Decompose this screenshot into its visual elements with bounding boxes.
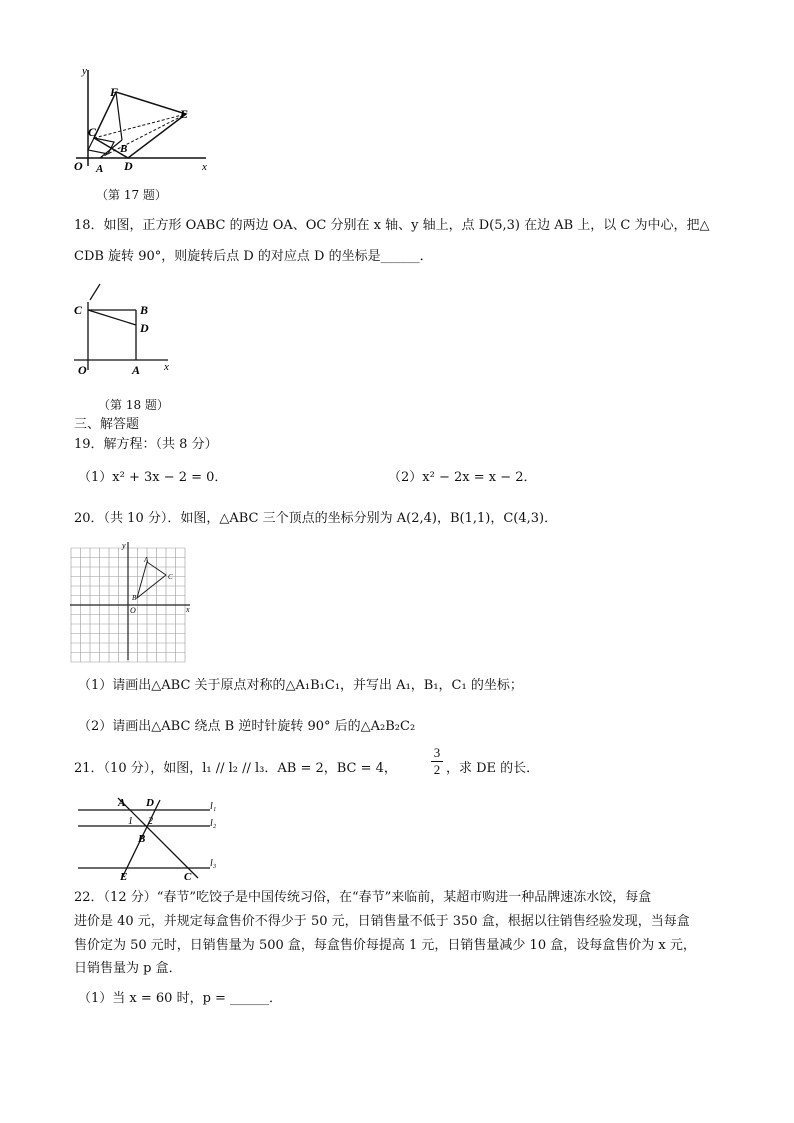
- fig20-label-b: B: [132, 594, 137, 602]
- fig21-label-c: C: [184, 871, 192, 882]
- figure-20-grid: [68, 540, 196, 664]
- q20-part1: （1）请画出△ABC 关于原点对称的△A₁B₁C₁，并写出 A₁，B₁，C₁ 的坐标；: [78, 678, 523, 693]
- fig21-label-b: B: [138, 833, 146, 845]
- fig21-label-l2: l₂: [210, 818, 217, 829]
- fig17-label-b: B: [120, 143, 128, 155]
- q22-line3: 售价定为 50 元时，日销售量为 500 盒，每盒售价每提高 1 元，日销售量减少 10 盒，设每盒售价为 x 元，: [74, 938, 696, 953]
- fig20-label-o: O: [130, 606, 136, 615]
- q21-frac-denominator: 2: [433, 762, 441, 777]
- fig21-label-l1: l₁: [210, 801, 217, 812]
- q19-part2: （2）x² − 2x = x − 2．: [388, 470, 537, 485]
- fig18-label-o: O: [78, 363, 87, 377]
- fig21-label-1: 1: [128, 816, 133, 827]
- q22-line4: 日销售量为 p 盒．: [74, 961, 182, 976]
- fig21-label-d: D: [146, 797, 154, 809]
- fig17-dashed-ce: [94, 114, 186, 138]
- fig17-label-x: x: [202, 161, 207, 173]
- fig18-caption: （第 18 题）: [98, 398, 169, 412]
- q19-title: 19．解方程：（共 8 分）: [74, 437, 218, 452]
- fig17-label-y: y: [82, 65, 87, 77]
- fig21-label-l3: l₃: [210, 858, 217, 869]
- fig17-caption: （第 17 题）: [96, 188, 167, 202]
- section-heading: 三、解答题: [74, 417, 140, 432]
- fig17-square-oabc: [88, 138, 114, 154]
- fig18-label-b: B: [140, 303, 149, 317]
- fig20-triangle-abc: [137, 562, 166, 598]
- fig20-label-a: A: [144, 556, 149, 564]
- q21-tail: ，求 DE 的长．: [446, 761, 540, 776]
- fig21-label-e: E: [120, 871, 128, 882]
- fig18-label-x: x: [164, 361, 169, 373]
- fig21-label-2: 2: [148, 816, 153, 827]
- q18-line2: CDB 旋转 90°，则旋转后点 D 的对应点 D 的坐标是______．: [74, 249, 433, 264]
- fig20-label-c: C: [168, 573, 173, 581]
- fig17-label-e: E: [180, 107, 189, 121]
- figure-21: [72, 796, 222, 882]
- fig18-label-c: C: [74, 303, 83, 317]
- fig18-label-d: D: [140, 321, 149, 335]
- fig20-label-x: x: [186, 605, 190, 614]
- q19-part1: （1）x² + 3x − 2 = 0．: [78, 470, 228, 485]
- fig21-label-a: A: [118, 797, 126, 809]
- fig17-dashed-ae: [100, 114, 186, 158]
- q21-frac-numerator: 3: [433, 745, 441, 760]
- q22-line1: 22．（12 分）“春节”吃饺子是中国传统习俗，在“春节”来临前，某超市购进一种品牌速冻水饺，每盒: [74, 890, 652, 905]
- fig17-label-o: O: [74, 159, 83, 173]
- fig17-label-a: A: [96, 163, 104, 175]
- figure-18: [70, 280, 180, 380]
- q20-title: 20．（共 10 分）．如图，△ABC 三个顶点的坐标分别为 A(2,4)，B(1,1)，C(4,3)．: [74, 511, 558, 526]
- q21-text: 21．（10 分），如图，l₁ // l₂ // l₃．AB = 2，BC = 4，: [74, 761, 397, 776]
- fig18-line-cd: [88, 310, 136, 325]
- q22-line2: 进价是 40 元，并规定每盒售价不得少于 50 元，日销售量不低于 350 盒，根据以往销售经验发现，当每盒: [74, 914, 690, 929]
- fig17-label-d: D: [124, 159, 133, 173]
- fig17-line-fb: [116, 92, 122, 140]
- fig18-label-a: A: [132, 363, 141, 377]
- fig20-label-y: y: [122, 541, 126, 550]
- q20-part2: （2）请画出△ABC 绕点 B 逆时针旋转 90° 后的△A₂B₂C₂: [78, 719, 416, 734]
- q22-part1: （1）当 x = 60 时，p = ______．: [78, 991, 283, 1006]
- figure-17: [68, 62, 218, 180]
- fig18-short-line: [90, 284, 100, 300]
- fig17-square-cdef: [94, 92, 189, 158]
- fig17-label-c: C: [88, 125, 97, 139]
- q18-line1: 18．如图，正方形 OABC 的两边 OA、OC 分别在 x 轴、y 轴上，点 D(5,3) 在边 AB 上，以 C 为中心，把△: [74, 218, 710, 233]
- fig17-label-f: F: [110, 85, 119, 99]
- q21-fraction: [430, 745, 444, 778]
